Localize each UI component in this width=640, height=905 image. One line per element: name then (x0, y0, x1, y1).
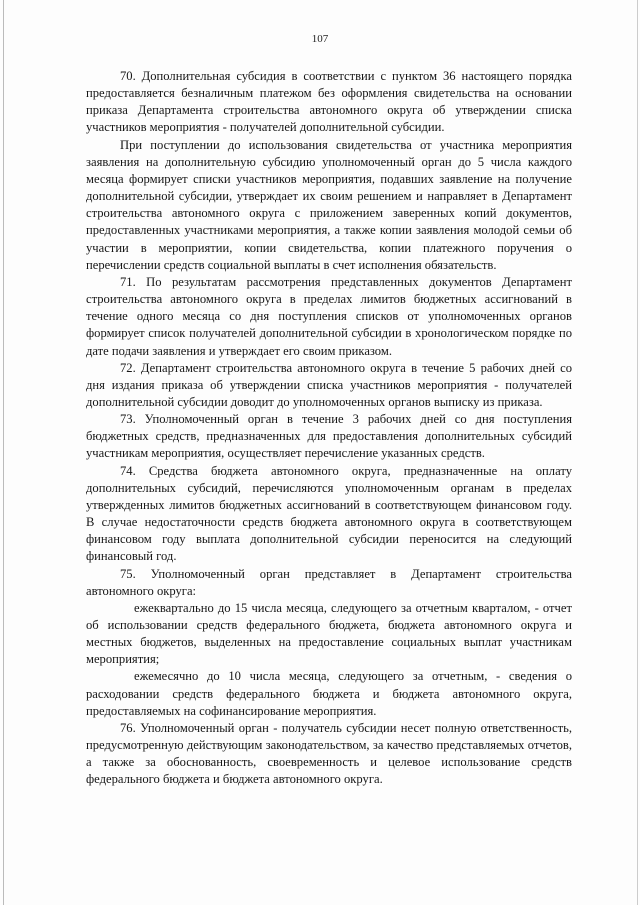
paragraph-71: 71. По результатам рассмотрения представленных документов Департамент строительства автономного округа в пределах лимитов бюджетных ассигнований в течение одного месяца со дня поступления списков от уполномоченных органов формирует список получателей дополнительной субсидии в хронологическом порядке по дате подачи заявления и утверждает его своим приказом. (86, 274, 572, 358)
scan-edge-left (3, 0, 4, 905)
page-number: 107 (311, 33, 329, 45)
scan-edge-right (637, 0, 638, 905)
paragraph-72: 72. Департамент строительства автономного округа в течение 5 рабочих дней со дня издания приказа об утверждении списка участников мероприятия - получателей дополнительной субсидии доводит до уполномоченных органов выписку из приказа. (86, 360, 572, 409)
paragraph-74: 74. Средства бюджета автономного округа, предназначенные на оплату дополнительных субсидий, перечисляются уполномоченным органам в пределах утвержденных лимитов бюджетных ассигнований в соответствующем финансовом году. В случае недостаточности средств бюджета автономного округа в соответствующем финансовом году выплата дополнительной субсидии переносится на следующий финансовый год. (86, 463, 572, 564)
paragraph-73: 73. Уполномоченный орган в течение 3 рабочих дней со дня поступления бюджетных средств, предназначенных для предоставления дополнительных субсидий участникам мероприятия, осуществляет перечисление указанных средств. (86, 412, 572, 461)
paragraph-75: 75. Уполномоченный орган представляет в Департамент строительства автономного округа: (86, 566, 572, 598)
paragraph-75-monthly: ежемесячно до 10 числа месяца, следующего за отчетным, - сведения о расходовании средств федерального бюджета и бюджета автономного округа, предоставляемых на софинансирование мероприятия. (86, 669, 572, 718)
paragraph-70-continued: При поступлении до использования свидетельства от участника мероприятия заявления на дополнительную субсидию уполномоченный орган до 5 числа каждого месяца формирует списки участников мероприятия, подавших заявление на получение дополнительной субсидии, утверждает их своим решением и направляет в Департамент строительства автономного округа с приложением заверенных копий документов, предоставленных участниками мероприятия, а также копии заявления молодой семьи об участии в мероприятии, копии свидетельства, копии платежного поручения о перечислении средств социальной выплаты в счет исполнения обязательств. (86, 137, 572, 272)
paragraph-70: 70. Дополнительная субсидия в соответствии с пунктом 36 настоящего порядка предоставляется безналичным платежом без оформления свидетельства на основании приказа Департамента строительства автономного округа об утверждении списка участников мероприятия - получателей дополнительной субсидии. (86, 69, 572, 135)
document-body (86, 68, 572, 789)
paragraph-76: 76. Уполномоченный орган - получатель субсидии несет полную ответственность, предусмотренную действующим законодательством, за качество представляемых отчетов, а также за обоснованность, своевременность и целевое использование средств федерального бюджета и бюджета автономного округа. (86, 720, 572, 787)
paragraph-75-quarterly: ежеквартально до 15 числа месяца, следующего за отчетным кварталом, - отчет об использовании средств федерального бюджета, бюджета автономного округа и местных бюджетов, выделенных на предоставление социальных выплат участникам мероприятия; (86, 600, 572, 667)
